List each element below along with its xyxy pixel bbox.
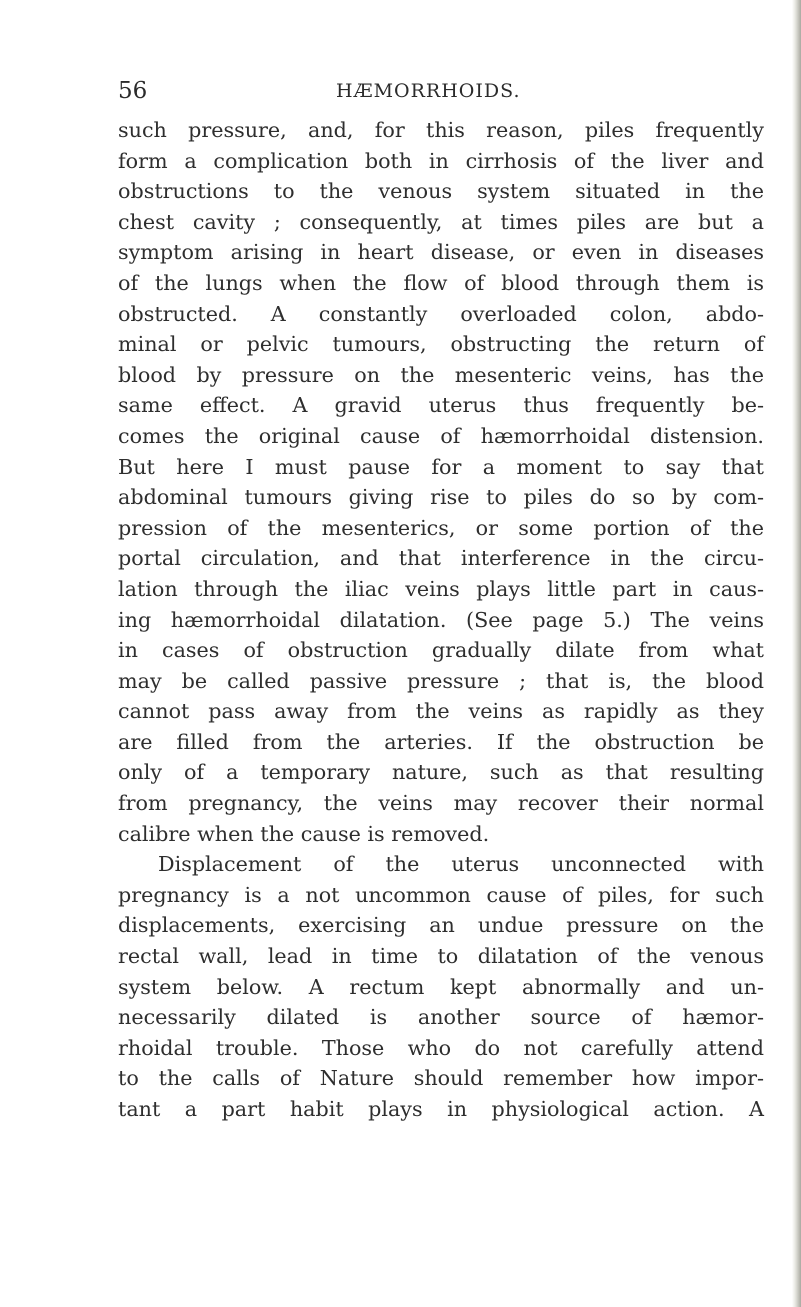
text-line: cannot pass away from the veins as rapidly as they [118,699,764,724]
text-line: necessarily dilated is another source of hæmor- [118,1005,764,1030]
text-line: same effect. A gravid uterus thus frequently be- [118,393,764,418]
text-line: But here I must pause for a moment to say that [118,454,764,479]
text-line: rectal wall, lead in time to dilatation of the venous [118,944,764,969]
body-text [118,115,764,1125]
running-title: HÆMORRHOIDS. [336,80,521,102]
text-line: may be called passive pressure ; that is, the blood [118,668,764,693]
text-line: to the calls of Nature should remember how impor- [118,1066,764,1091]
page-number: 56 [118,78,148,104]
text-line: blood by pressure on the mesenteric veins, has the [118,362,764,387]
text-line: rhoidal trouble. Those who do not carefully attend [118,1035,764,1060]
text-line: symptom arising in heart disease, or even in diseases [118,240,764,265]
text-line: minal or pelvic tumours, obstructing the return of [118,332,764,357]
text-line: pression of the mesenterics, or some portion of the [118,515,764,540]
text-line: system below. A rectum kept abnormally and un- [118,974,764,999]
text-line: from pregnancy, the veins may recover their normal [118,791,764,816]
text-line: chest cavity ; consequently, at times piles are but a [118,209,764,234]
text-line: of the lungs when the flow of blood through them is [118,270,764,295]
page-header [118,78,764,108]
text-line: tant a part habit plays in physiological action. A [118,1097,764,1121]
text-line: pregnancy is a not uncommon cause of piles, for such [118,882,764,907]
text-line: such pressure, and, for this reason, piles frequently [118,118,764,142]
text-line-paragraph-start: Displacement of the uterus unconnected with [158,852,764,877]
text-line: obstructed. A constantly overloaded colon, abdo- [118,301,764,326]
text-line: in cases of obstruction gradually dilate from what [118,638,764,663]
text-line: portal circulation, and that interference in the circu- [118,546,764,571]
text-line: ing hæmorrhoidal dilatation. (See page 5.) The veins [118,607,764,632]
text-line: abdominal tumours giving rise to piles do so by com- [118,485,764,510]
page-edge-shadow [792,0,801,1307]
text-line: are filled from the arteries. If the obstruction be [118,729,764,754]
text-line-paragraph-end: calibre when the cause is removed. [118,821,490,846]
text-line: obstructions to the venous system situated in the [118,179,764,204]
text-line: form a complication both in cirrhosis of the liver and [118,148,764,173]
text-line: displacements, exercising an undue pressure on the [118,913,764,938]
text-line: lation through the iliac veins plays little part in caus- [118,576,764,601]
text-line: only of a temporary nature, such as that resulting [118,760,764,785]
text-line: comes the original cause of hæmorrhoidal distension. [118,423,764,448]
